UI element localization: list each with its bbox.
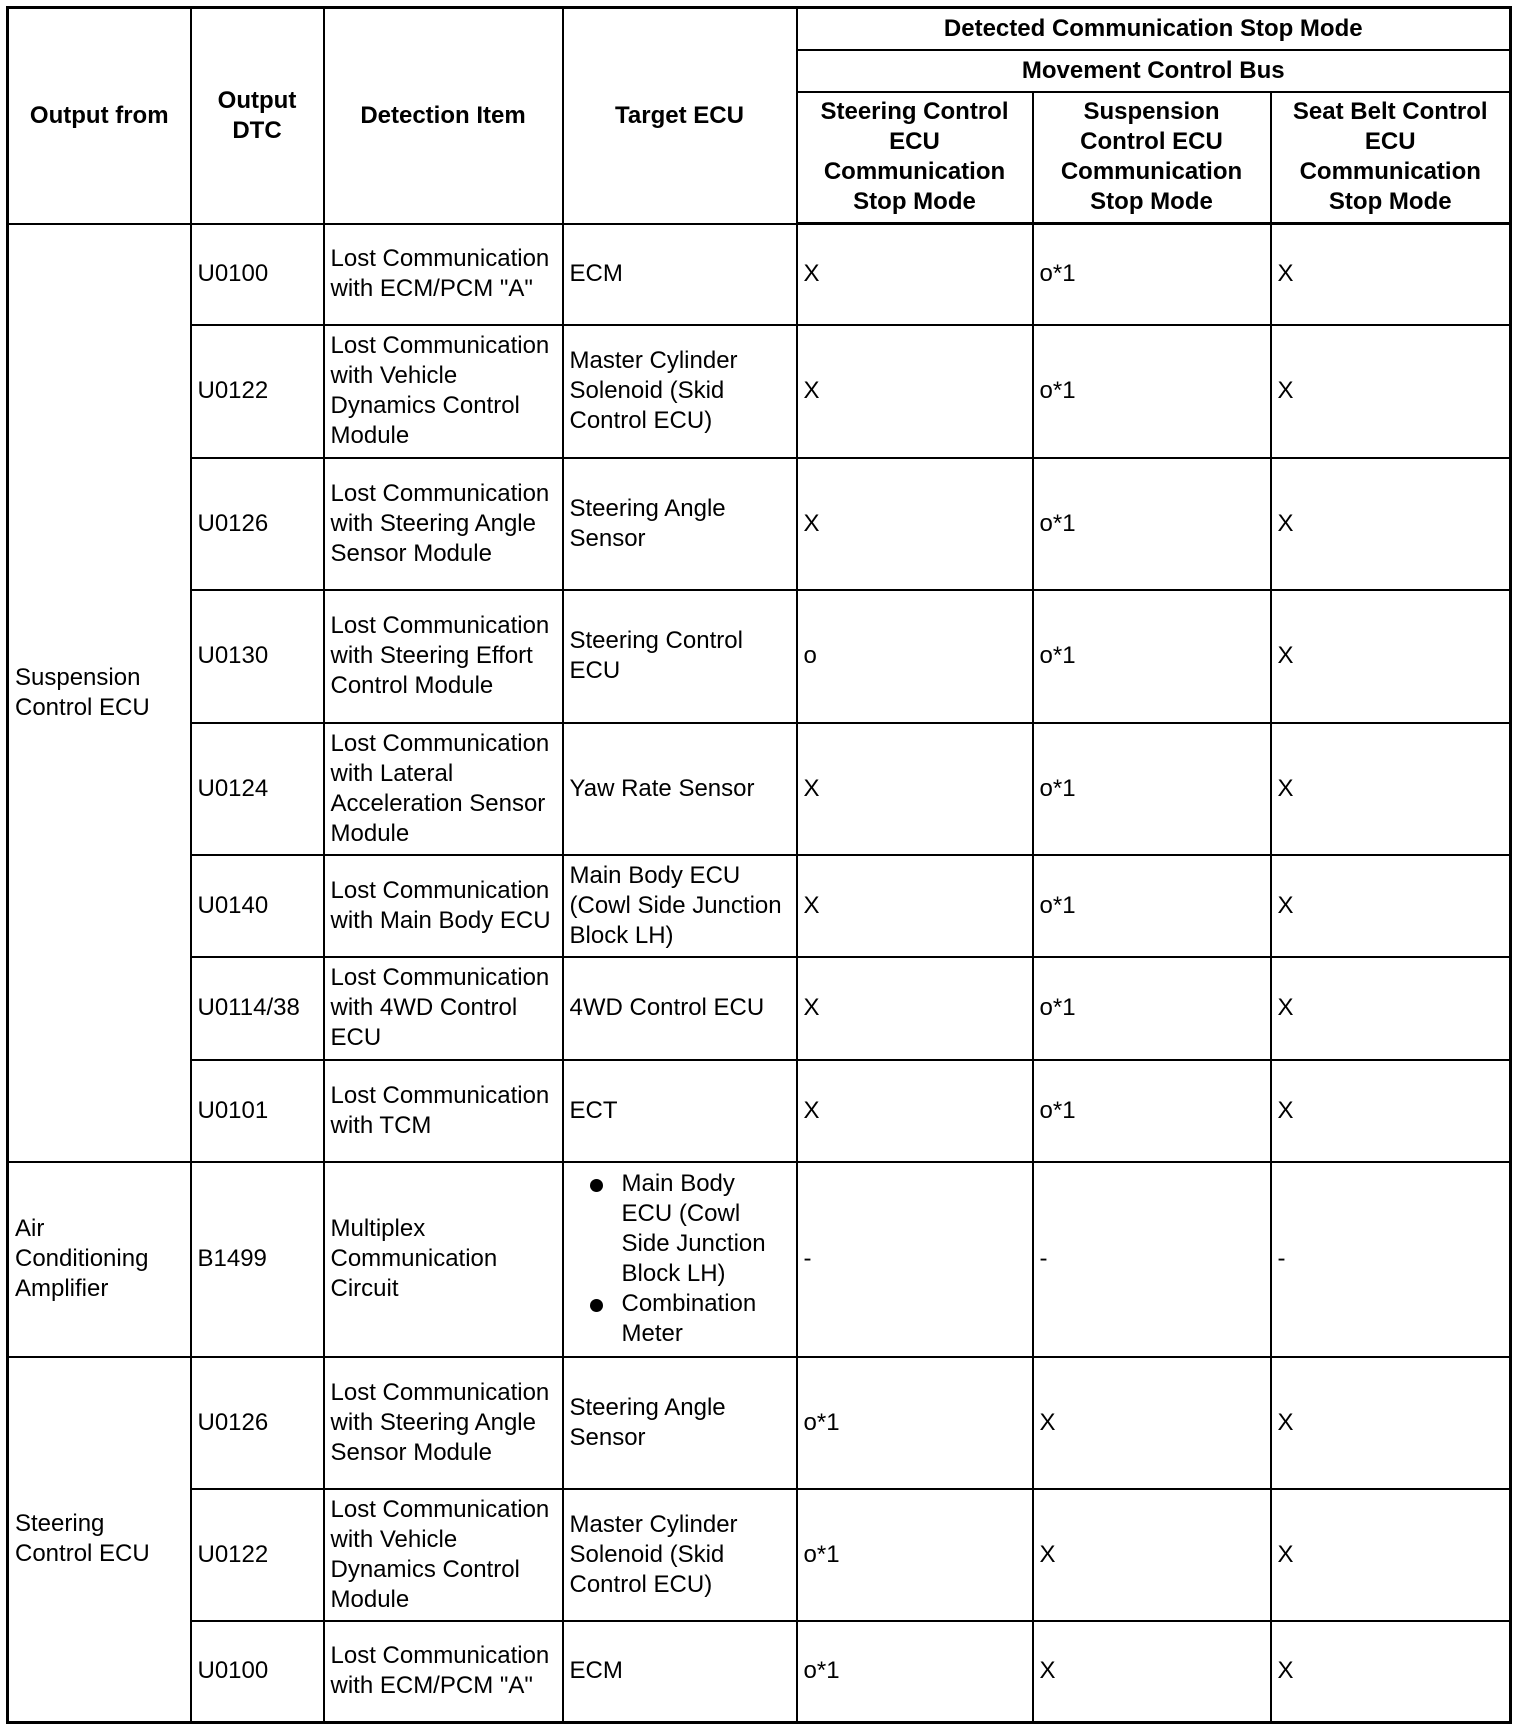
suspension-mode-value: - — [1033, 1162, 1271, 1357]
seatbelt-mode-value: X — [1271, 1489, 1511, 1621]
steering-mode-value: o*1 — [797, 1489, 1033, 1621]
detection-item: Lost Communication with Vehicle Dynamics Control Module — [324, 325, 563, 458]
dtc-code: U0100 — [191, 224, 324, 325]
suspension-mode-value: X — [1033, 1489, 1271, 1621]
seatbelt-mode-value: X — [1271, 224, 1511, 325]
seatbelt-mode-value: X — [1271, 1621, 1511, 1723]
steering-mode-value: X — [797, 224, 1033, 325]
suspension-mode-value: o*1 — [1033, 957, 1271, 1060]
target-ecu-list — [563, 1162, 797, 1357]
table-row — [8, 1489, 1511, 1621]
suspension-mode-value: o*1 — [1033, 723, 1271, 855]
table-row — [8, 325, 1511, 458]
detection-item: Lost Communication with Main Body ECU — [324, 855, 563, 957]
seatbelt-mode-value: X — [1271, 957, 1511, 1060]
table-row — [8, 1357, 1511, 1489]
dtc-code: U0122 — [191, 325, 324, 458]
dtc-table — [6, 6, 1512, 1724]
group-suspension-control-ecu: Suspension Control ECU — [8, 224, 191, 1162]
target-ecu-bullet: Main Body ECU (Cowl Side Junction Block LH) — [622, 1169, 790, 1289]
table-row — [8, 855, 1511, 957]
group-steering-control-ecu: Steering Control ECU — [8, 1357, 191, 1723]
detection-item: Lost Communication with Vehicle Dynamics Control Module — [324, 1489, 563, 1621]
group-air-conditioning-amplifier: Air Conditioning Amplifier — [8, 1162, 191, 1357]
table-row — [8, 224, 1511, 325]
target-ecu: Main Body ECU (Cowl Side Junction Block LH) — [563, 855, 797, 957]
seatbelt-mode-value: X — [1271, 458, 1511, 590]
steering-mode-value: o*1 — [797, 1621, 1033, 1723]
detection-item: Lost Communication with ECM/PCM "A" — [324, 1621, 563, 1723]
suspension-mode-value: X — [1033, 1357, 1271, 1489]
target-ecu-bullet: Combination Meter — [622, 1289, 790, 1349]
suspension-mode-value: o*1 — [1033, 1060, 1271, 1162]
table-row — [8, 458, 1511, 590]
seatbelt-mode-value: X — [1271, 855, 1511, 957]
target-ecu: Yaw Rate Sensor — [563, 723, 797, 855]
suspension-mode-value: o*1 — [1033, 224, 1271, 325]
dtc-code: U0101 — [191, 1060, 324, 1162]
steering-mode-value: o*1 — [797, 1357, 1033, 1489]
header-target-ecu: Target ECU — [563, 8, 797, 224]
suspension-mode-value: o*1 — [1033, 855, 1271, 957]
target-ecu: 4WD Control ECU — [563, 957, 797, 1060]
steering-mode-value: X — [797, 1060, 1033, 1162]
header-detection-item: Detection Item — [324, 8, 563, 224]
header-detected-mode: Detected Communication Stop Mode — [797, 8, 1511, 50]
table-row — [8, 590, 1511, 723]
suspension-mode-value: o*1 — [1033, 458, 1271, 590]
header-bus: Movement Control Bus — [797, 50, 1511, 92]
steering-mode-value: X — [797, 855, 1033, 957]
steering-mode-value: X — [797, 723, 1033, 855]
table-row — [8, 1162, 1511, 1357]
target-ecu: ECM — [563, 1621, 797, 1723]
detection-item: Lost Communication with Steering Angle Sensor Module — [324, 458, 563, 590]
target-ecu: Master Cylinder Solenoid (Skid Control ECU) — [563, 325, 797, 458]
dtc-code: U0122 — [191, 1489, 324, 1621]
target-ecu: ECM — [563, 224, 797, 325]
steering-mode-value: X — [797, 458, 1033, 590]
dtc-code: B1499 — [191, 1162, 324, 1357]
detection-item: Lost Communication with 4WD Control ECU — [324, 957, 563, 1060]
detection-item: Lost Communication with Lateral Acceleration Sensor Module — [324, 723, 563, 855]
suspension-mode-value: o*1 — [1033, 325, 1271, 458]
dtc-code: U0114/38 — [191, 957, 324, 1060]
steering-mode-value: X — [797, 325, 1033, 458]
header-suspension-mode: Suspension Control ECU Communication Stop Mode — [1033, 92, 1271, 224]
header-seatbelt-mode: Seat Belt Control ECU Communication Stop Mode — [1271, 92, 1511, 224]
header-output-from: Output from — [8, 8, 191, 224]
table-row — [8, 957, 1511, 1060]
dtc-code: U0124 — [191, 723, 324, 855]
table-row — [8, 723, 1511, 855]
detection-item: Lost Communication with ECM/PCM "A" — [324, 224, 563, 325]
dtc-code: U0126 — [191, 458, 324, 590]
dtc-code: U0140 — [191, 855, 324, 957]
seatbelt-mode-value: X — [1271, 590, 1511, 723]
target-ecu: Steering Angle Sensor — [563, 1357, 797, 1489]
steering-mode-value: X — [797, 957, 1033, 1060]
detection-item: Multiplex Communication Circuit — [324, 1162, 563, 1357]
table-row — [8, 1621, 1511, 1723]
steering-mode-value: - — [797, 1162, 1033, 1357]
target-ecu: Steering Angle Sensor — [563, 458, 797, 590]
header-output-dtc: Output DTC — [191, 8, 324, 224]
detection-item: Lost Communication with Steering Effort Control Module — [324, 590, 563, 723]
target-ecu: ECT — [563, 1060, 797, 1162]
target-ecu: Master Cylinder Solenoid (Skid Control ECU) — [563, 1489, 797, 1621]
detection-item: Lost Communication with TCM — [324, 1060, 563, 1162]
seatbelt-mode-value: X — [1271, 1060, 1511, 1162]
header-steering-mode: Steering Control ECU Communication Stop Mode — [797, 92, 1033, 224]
detection-item: Lost Communication with Steering Angle Sensor Module — [324, 1357, 563, 1489]
seatbelt-mode-value: X — [1271, 1357, 1511, 1489]
dtc-code: U0100 — [191, 1621, 324, 1723]
seatbelt-mode-value: - — [1271, 1162, 1511, 1357]
table-row — [8, 1060, 1511, 1162]
seatbelt-mode-value: X — [1271, 723, 1511, 855]
seatbelt-mode-value: X — [1271, 325, 1511, 458]
steering-mode-value: o — [797, 590, 1033, 723]
dtc-code: U0130 — [191, 590, 324, 723]
target-ecu: Steering Control ECU — [563, 590, 797, 723]
suspension-mode-value: o*1 — [1033, 590, 1271, 723]
dtc-code: U0126 — [191, 1357, 324, 1489]
suspension-mode-value: X — [1033, 1621, 1271, 1723]
